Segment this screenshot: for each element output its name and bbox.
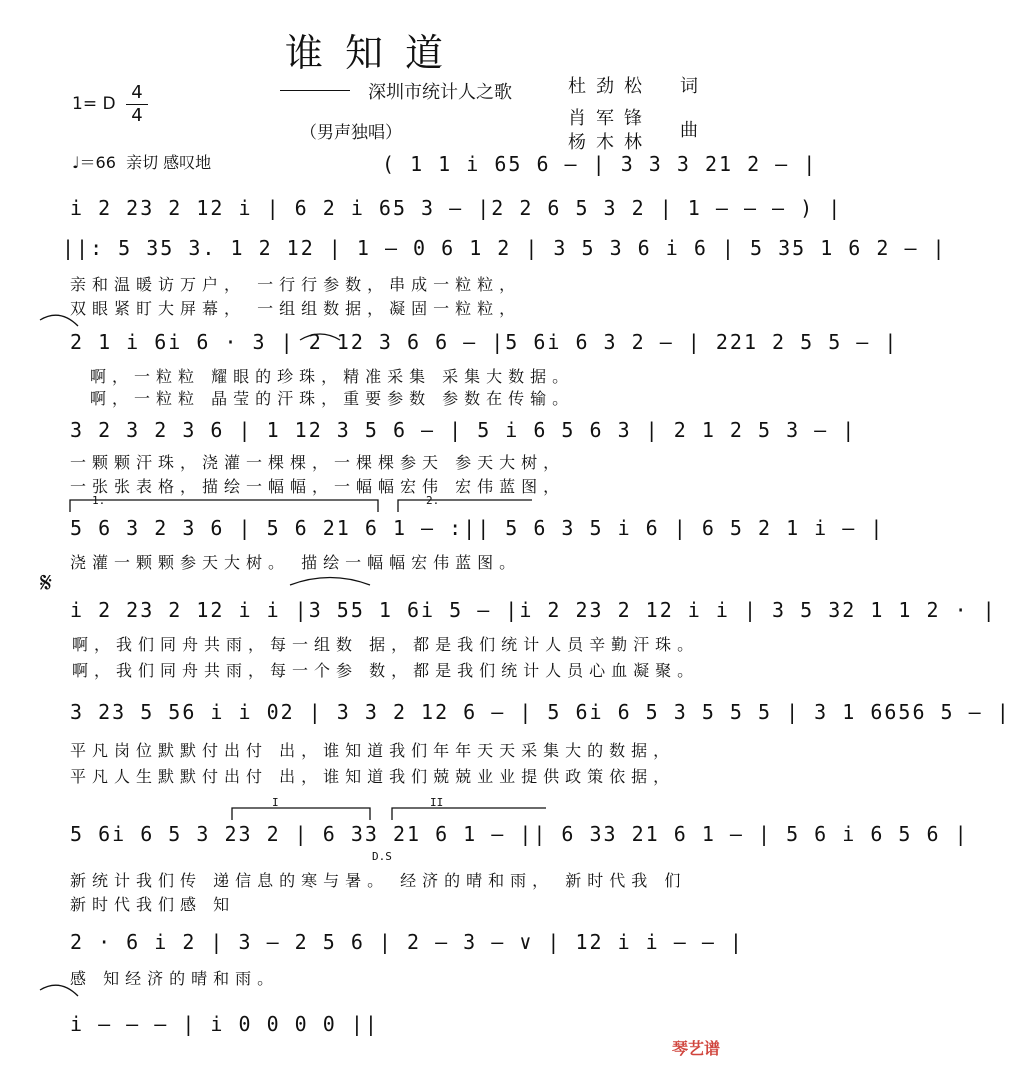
meter-bottom: 4 — [126, 104, 148, 127]
volta-3-bracket — [232, 808, 370, 820]
score-line-4: 2 1 i 6i 6 · 3 | 2 12 3 6 6 — |5 6i 6 3 2 — | 221 2 5 5 — | — [70, 330, 899, 354]
volta-2-bracket — [398, 500, 532, 512]
segno-icon: 𝄋 — [40, 566, 53, 599]
key-signature: 1= D — [72, 94, 116, 114]
lyric-line-6: 浇灌一颗颗参天大树。 描绘一幅幅宏伟蓝图。 — [70, 553, 522, 572]
song-title: 谁知道 — [284, 31, 465, 75]
volta-4-bracket — [392, 808, 546, 820]
volta-2-label: 2. — [426, 494, 440, 507]
score-line-7: i 2 23 2 12 i i |3 55 1 6i 5 — |i 2 23 2 12 i i | 3 5 32 1 1 2 · | — [70, 598, 997, 622]
lyric-line-7b: 啊，我们同舟共雨，每一个参 数，都是我们统计人员心血凝聚。 — [72, 661, 700, 680]
volta-3-label: I — [272, 796, 279, 809]
slur-arc — [300, 334, 340, 340]
score-line-6: 5 6 3 2 3 6 | 5 6 21 6 1 — :|| 5 6 3 5 i 6 | 6 5 2 1 i — | — [70, 516, 885, 540]
score-line-9: 5 6i 6 5 3 23 2 | 6 33 21 6 1 — || 6 33 21 6 1 — | 5 6 i 6 5 6 | — [70, 822, 969, 846]
logo-text: 琴艺谱 — [672, 1039, 721, 1058]
quarter-note-icon: ♩ — [72, 153, 80, 172]
lyric-line-8a: 平凡岗位默默付出付 出，谁知道我们年年天天采集大的数据， — [70, 741, 676, 760]
slur-arc — [40, 315, 78, 326]
lyric-line-5b: 一张张表格，描绘一幅幅，一幅幅宏伟 宏伟蓝图， — [70, 477, 566, 496]
score-line-11: i — — — | i 0 0 0 0 || — [70, 1012, 379, 1036]
score-line-10: 2 · 6 i 2 | 3 — 2 5 6 | 2 — 3 — ∨ | 12 i i — — | — [70, 930, 744, 954]
volta-1-label: 1. — [92, 494, 106, 507]
lyric-line-9b: 新时代我们感 知 — [70, 895, 236, 914]
tempo-value: ＝66 — [79, 153, 116, 172]
lyric-line-9a: 新统计我们传 递信息的寒与暑。 经济的晴和雨， 新时代我 们 — [70, 871, 687, 890]
expression: 亲切 感叹地 — [126, 153, 212, 172]
lyric-line-5a: 一颗颗汗珠，浇灌一棵棵，一棵棵参天 参天大树， — [70, 453, 566, 472]
volta-1-bracket — [70, 500, 378, 512]
score-line-3: ||: 5 35 3. 1 2 12 | 1 — 0 6 1 2 | 3 5 3 6 i 6 | 5 35 1 6 2 — | — [62, 236, 947, 260]
composer-1: 肖军锋 — [568, 108, 652, 129]
lyric-line-7a: 啊，我们同舟共雨，每一组数 据，都是我们统计人员辛勤汗珠。 — [72, 635, 700, 654]
lyric-line-10: 感 知经济的晴和雨。 — [70, 969, 280, 988]
voice-type: （男声独唱） — [300, 123, 402, 143]
score-line-5: 3 2 3 2 3 6 | 1 12 3 5 6 — | 5 i 6 5 6 3 | 2 1 2 5 3 — | — [70, 418, 857, 442]
lyric-line-4b: 啊，一粒粒 晶莹的汗珠，重要参数 参数在传输。 — [90, 389, 575, 408]
slur-arc — [290, 578, 370, 586]
ds-marking: D.S — [372, 850, 392, 863]
lyricist: 杜劲松 — [568, 76, 652, 97]
score-line-1: ( 1 1 i 65 6 — | 3 3 3 21 2 — | — [382, 152, 818, 176]
score-line-8: 3 23 5 56 i i 02 | 3 3 2 12 6 — | 5 6i 6 5 3 5 5 5 | 3 1 6656 5 — | — [70, 700, 1011, 724]
lyric-line-8b: 平凡人生默默付出付 出，谁知道我们兢兢业业提供政策依据， — [70, 767, 676, 786]
site-logo — [672, 1036, 720, 1059]
slur-arc — [40, 985, 78, 996]
composer-2: 杨木林 — [568, 132, 652, 153]
lyric-line-3a: 亲和温暖访万户， 一行行参数，串成一粒粒， — [70, 275, 522, 294]
lyricist-role: 词 — [680, 76, 708, 97]
score-line-2: i 2 23 2 12 i | 6 2 i 65 3 — |2 2 6 5 3 2 | 1 — — — ) | — [70, 196, 843, 220]
lyric-line-3b: 双眼紧盯大屏幕， 一组组数据，凝固一粒粒， — [70, 299, 522, 318]
lyric-line-4a: 啊，一粒粒 耀眼的珍珠，精准采集 采集大数据。 — [90, 367, 575, 386]
composer-role: 曲 — [680, 120, 708, 141]
meter-top: 4 — [131, 82, 143, 103]
subtitle: 深圳市统计人之歌 — [368, 82, 512, 103]
volta-4-label: II — [430, 796, 444, 809]
